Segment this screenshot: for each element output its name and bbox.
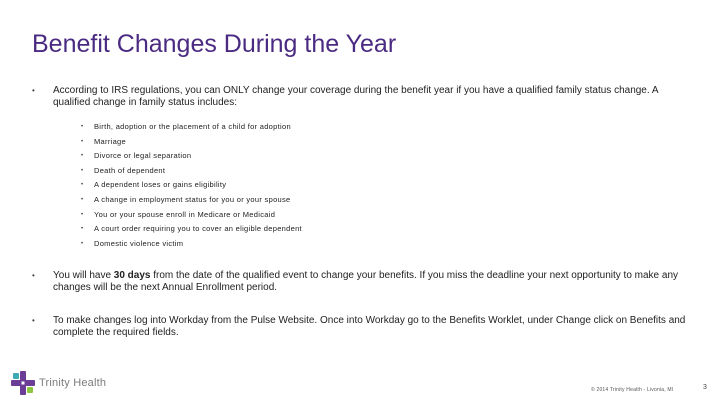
- page-number: 3: [703, 384, 707, 391]
- bullet-dot: •: [81, 226, 84, 233]
- bullet-dot: •: [81, 196, 84, 203]
- bullet-dot: •: [81, 211, 84, 218]
- bullet-dot: •: [32, 271, 35, 280]
- bullet-text: According to IRS regulations, you can ONLY change your coverage during the benefit year if you have a qualified family status change. A qualified change in family status includes:: [53, 85, 658, 108]
- list-item-label: A dependent loses or gains eligibility: [94, 180, 227, 190]
- bullet-text-start: You will have: [53, 270, 114, 281]
- bullet-text: [53, 270, 693, 294]
- logo-text: Trinity Health: [39, 377, 107, 389]
- trinity-health-logo: [10, 370, 106, 396]
- bullet-text: To make changes log into Workday from the Pulse Website. Once into Workday go to the Benefits Worklet, under Change click on Benefits and complete the required fields.: [53, 315, 686, 338]
- bullet-dot: •: [81, 167, 84, 174]
- trinity-health-cross-icon: [10, 370, 36, 396]
- bullet-dot: •: [81, 124, 84, 130]
- deadline-emphasis: 30 days: [113, 270, 151, 281]
- bullet-dot: •: [32, 316, 35, 325]
- bullet-dot: •: [81, 153, 84, 160]
- list-item-label: Marriage: [94, 136, 126, 146]
- slide-title: Benefit Changes During the Year: [32, 30, 397, 58]
- bullet-dot: •: [32, 86, 35, 95]
- bullet-dot: •: [81, 182, 84, 189]
- list-item-label: A change in employment status for you or your spouse: [94, 194, 291, 204]
- list-item-label: A court order requiring you to cover an eligible dependent: [94, 224, 302, 234]
- bullet-dot: •: [81, 240, 84, 247]
- list-item-label: Domestic violence victim: [94, 238, 184, 248]
- copyright-text: © 2014 Trinity Health - Livonia, MI: [591, 387, 674, 393]
- list-item-label: Death of dependent: [94, 165, 166, 175]
- bullet-dot: •: [81, 138, 84, 145]
- list-item-label: Divorce or legal separation: [94, 151, 192, 161]
- list-item-label: Birth, adoption or the placement of a child for adoption: [94, 122, 291, 131]
- list-item-label: You or your spouse enroll in Medicare or Medicaid: [94, 209, 276, 219]
- bullet-text-end: from the date of the qualified event to change your benefits. If you miss the deadline your next opportunity to make any changes will be the next Annual Enrollment period.: [53, 270, 679, 293]
